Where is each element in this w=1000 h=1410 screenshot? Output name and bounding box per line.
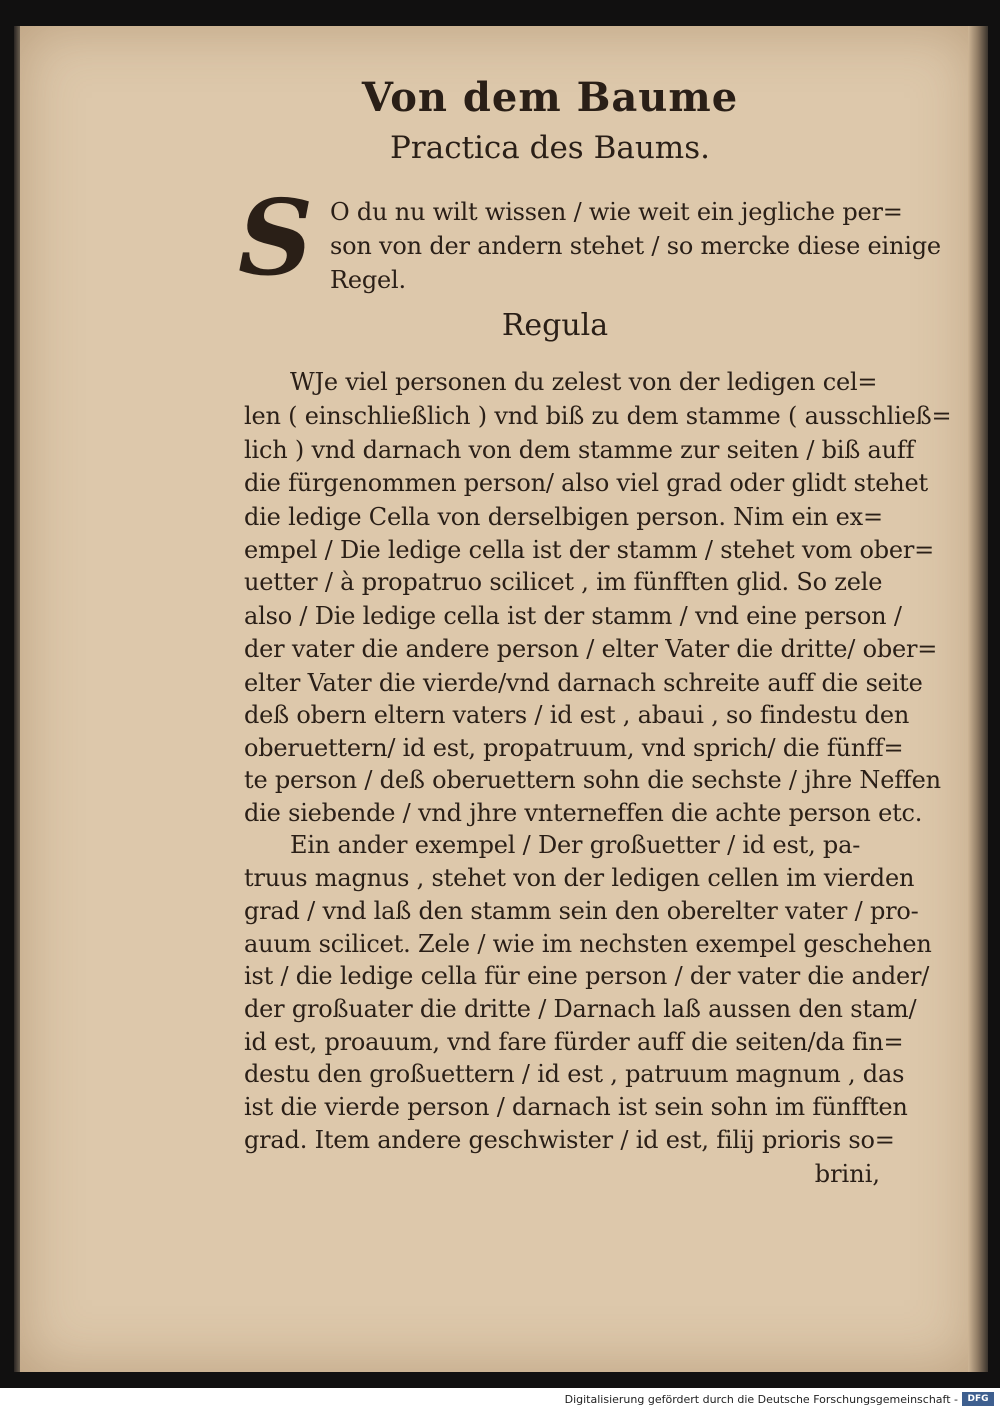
body-line: elter Vater die vierde/vnd darnach schreite auff die seite bbox=[244, 669, 923, 697]
catchword: brini, bbox=[814, 1160, 880, 1188]
body-line: die ledige Cella von derselbigen person. Nim ein ex= bbox=[244, 503, 883, 531]
body-line: destu den großuettern / id est , patruum magnum , das bbox=[244, 1060, 905, 1088]
body-line: deß obern eltern vaters / id est , abaui , so findestu den bbox=[244, 701, 910, 729]
body-line: Ein ander exempel / Der großuetter / id est, pa- bbox=[290, 831, 861, 859]
intro-line: O du nu wilt wissen / wie weit ein jegliche per= bbox=[330, 198, 903, 226]
body-line: te person / deß oberuettern sohn die sechste / jhre Neffen bbox=[244, 766, 941, 794]
body-line: auum scilicet. Zele / wie im nechsten exempel geschehen bbox=[244, 930, 932, 958]
body-line: id est, proauum, vnd fare fürder auff die seiten/da fin= bbox=[244, 1028, 904, 1056]
body-line: ist / die ledige cella für eine person / der vater die ander/ bbox=[244, 962, 930, 990]
body-line: oberuettern/ id est, propatruum, vnd sprich/ die fünff= bbox=[244, 734, 904, 762]
body-line: die siebende / vnd jhre vnterneffen die achte person etc. bbox=[244, 799, 923, 827]
body-line: der vater die andere person / elter Vater die dritte/ ober= bbox=[244, 635, 938, 663]
page-title: Von dem Baume bbox=[361, 74, 739, 121]
body-line: also / Die ledige cella ist der stamm / vnd eine person / bbox=[244, 602, 902, 630]
body-line: truus magnus , stehet von der ledigen cellen im vierden bbox=[244, 864, 915, 892]
body-line: lich ) vnd darnach von dem stamme zur seiten / biß auff bbox=[244, 436, 915, 464]
body-line: uetter / à propatruo scilicet , im fünfften glid. So zele bbox=[244, 568, 883, 596]
footer-credit: Digitalisierung gefördert durch die Deutsche Forschungsgemeinschaft - bbox=[564, 1393, 958, 1406]
intro-line: son von der andern stehet / so mercke diese einige bbox=[330, 232, 941, 260]
dfg-logo: DFG bbox=[962, 1392, 994, 1406]
body-line: ist die vierde person / darnach ist sein sohn im fünfften bbox=[244, 1093, 908, 1121]
body-line: grad / vnd laß den stamm sein den oberelter vater / pro- bbox=[244, 897, 919, 925]
body-line: empel / Die ledige cella ist der stamm / stehet vom ober= bbox=[244, 536, 935, 564]
body-line: der großuater die dritte / Darnach laß aussen den stam/ bbox=[244, 995, 917, 1023]
body-line: len ( einschließlich ) vnd biß zu dem stamme ( ausschließ= bbox=[244, 402, 952, 430]
drop-cap: S bbox=[238, 176, 314, 299]
section-heading: Regula bbox=[501, 308, 609, 343]
body-line: die fürgenommen person/ also viel grad oder glidt stehet bbox=[244, 469, 928, 497]
page-subtitle: Practica des Baums. bbox=[390, 130, 710, 166]
body-line: grad. Item andere geschwister / id est, filij prioris so= bbox=[244, 1126, 895, 1154]
body-line: WJe viel personen du zelest von der ledigen cel= bbox=[290, 368, 878, 396]
intro-line: Regel. bbox=[330, 266, 406, 294]
